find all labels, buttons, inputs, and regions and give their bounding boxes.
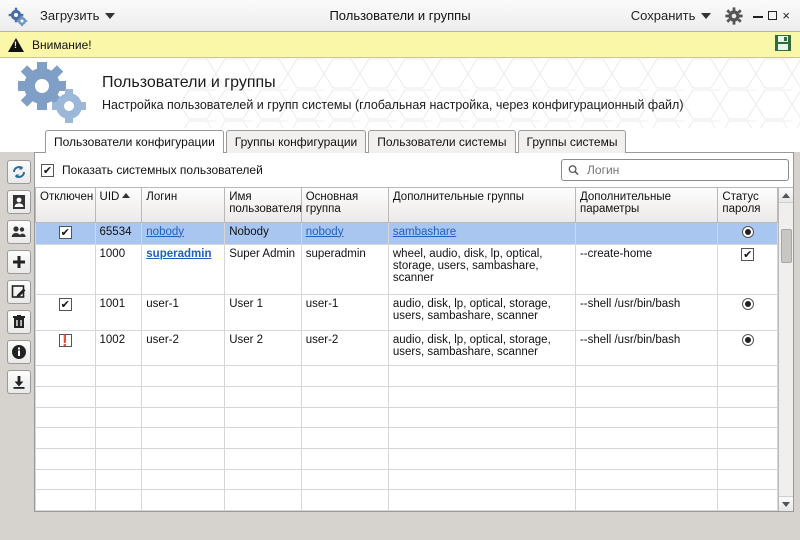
table-row[interactable] [36, 222, 778, 245]
users-table [35, 188, 778, 511]
column-header-extra-groups[interactable]: Дополнительные группы [388, 188, 575, 222]
table-row-empty[interactable] [36, 469, 778, 490]
vertical-scrollbar[interactable] [778, 188, 793, 511]
refresh-button[interactable] [7, 160, 31, 184]
cell-login[interactable]: superadmin [142, 245, 225, 294]
cell-username: User 1 [225, 294, 302, 330]
cell-disabled[interactable]: ✔ [36, 222, 96, 245]
cell-primary-group: user-1 [301, 294, 388, 330]
cell-disabled[interactable]: ✔ [36, 294, 96, 330]
table-row-empty[interactable] [36, 366, 778, 387]
warning-bar [0, 32, 800, 58]
cell-disabled[interactable]: ❗ [36, 330, 96, 366]
table-row-empty[interactable] [36, 448, 778, 469]
table-container [35, 187, 793, 511]
panel-toolbar [35, 153, 793, 187]
table-row-empty[interactable] [36, 386, 778, 407]
info-button[interactable] [7, 340, 31, 364]
scroll-down-button[interactable] [779, 496, 794, 511]
save-menu-button[interactable] [627, 5, 716, 26]
warning-triangle-icon [8, 38, 24, 52]
column-header-password-status[interactable]: Статус пароля [718, 188, 778, 222]
users-button[interactable] [7, 220, 31, 244]
edit-pencil-button[interactable] [7, 280, 31, 304]
load-menu-label: Загрузить [40, 8, 100, 23]
column-header-username[interactable]: Имя пользователя [225, 188, 302, 222]
floppy-save-icon[interactable] [774, 34, 792, 55]
cell-uid: 65534 [95, 222, 142, 245]
cell-username: User 2 [225, 330, 302, 366]
cell-primary-group: nobody [301, 222, 388, 245]
column-header-extra-params[interactable]: Дополнительные параметры [575, 188, 717, 222]
cell-password-status[interactable] [718, 222, 778, 245]
table-row[interactable] [36, 294, 778, 330]
search-icon [568, 164, 579, 176]
cell-extra-groups: audio, disk, lp, optical, storage, users, sambashare, scanner [388, 294, 575, 330]
table-row[interactable] [36, 245, 778, 294]
show-system-users-label: Показать системных пользователей [62, 163, 263, 177]
cell-uid: 1002 [95, 330, 142, 366]
content-area [0, 152, 800, 518]
cell-extra-groups: wheel, audio, disk, lp, optical, storage, users, sambashare, scanner [388, 245, 575, 294]
title-bar [0, 0, 800, 32]
sort-asc-icon [122, 193, 130, 198]
banner-gears-icon [12, 62, 92, 124]
table-row-empty[interactable] [36, 490, 778, 511]
cell-login[interactable]: user-2 [142, 330, 225, 366]
page-subtitle: Настройка пользователей и групп системы (глобальная настройка, через конфигурационный файл) [102, 98, 684, 112]
cell-disabled[interactable] [36, 245, 96, 294]
cell-extra-params: --shell /usr/bin/bash [575, 330, 717, 366]
load-menu-button[interactable] [36, 5, 119, 26]
search-box[interactable] [561, 159, 789, 181]
column-header-primary-group[interactable]: Основная группа [301, 188, 388, 222]
column-header-uid[interactable]: UID [95, 188, 142, 222]
chevron-down-icon [701, 13, 711, 19]
cell-password-status[interactable]: ✔ [718, 245, 778, 294]
cell-username: Super Admin [225, 245, 302, 294]
column-header-disabled[interactable]: Отключен [36, 188, 96, 222]
tab-bar [0, 128, 800, 152]
page-banner [0, 58, 800, 128]
search-input[interactable] [585, 162, 782, 178]
user-card-button[interactable] [7, 190, 31, 214]
status-bar [0, 518, 800, 540]
users-panel [34, 152, 794, 512]
cell-extra-params: --shell /usr/bin/bash [575, 294, 717, 330]
page-title: Пользователи и группы [102, 74, 276, 91]
cell-username: Nobody [225, 222, 302, 245]
download-button[interactable] [7, 370, 31, 394]
cell-login[interactable]: user-1 [142, 294, 225, 330]
scroll-thumb[interactable] [781, 229, 792, 263]
tab-config-groups[interactable]: Группы конфигурации [226, 130, 366, 153]
table-row-empty[interactable] [36, 428, 778, 449]
scroll-up-button[interactable] [779, 188, 794, 203]
cell-login[interactable]: nobody [142, 222, 225, 245]
table-row[interactable] [36, 330, 778, 366]
cell-primary-group: superadmin [301, 245, 388, 294]
tab-system-users[interactable]: Пользователи системы [368, 130, 515, 153]
tab-system-groups[interactable]: Группы системы [518, 130, 627, 153]
settings-gear-icon[interactable] [725, 7, 743, 25]
maximize-button[interactable] [768, 11, 777, 21]
warning-text: Внимание! [32, 37, 92, 52]
cell-primary-group: user-2 [301, 330, 388, 366]
plus-button[interactable] [7, 250, 31, 274]
left-toolbar [4, 152, 34, 512]
table-row-empty[interactable] [36, 407, 778, 428]
column-header-login[interactable]: Логин [142, 188, 225, 222]
cell-password-status[interactable] [718, 330, 778, 366]
cell-extra-groups: sambashare [388, 222, 575, 245]
app-gears-icon [8, 7, 26, 25]
cell-uid: 1001 [95, 294, 142, 330]
cell-password-status[interactable] [718, 294, 778, 330]
show-system-users-checkbox[interactable]: ✔ [42, 164, 53, 177]
table-header-row [36, 188, 778, 222]
window-title: Пользователи и группы [329, 8, 471, 23]
save-menu-label: Сохранить [630, 8, 696, 23]
chevron-down-icon [105, 13, 115, 19]
tab-config-users[interactable]: Пользователи конфигурации [45, 130, 224, 153]
close-button[interactable]: × [782, 7, 790, 23]
minimize-button[interactable] [753, 11, 763, 21]
cell-uid: 1000 [95, 245, 142, 294]
trash-button[interactable] [7, 310, 31, 334]
cell-extra-groups: audio, disk, lp, optical, storage, users, sambashare, scanner [388, 330, 575, 366]
cell-extra-params: --create-home [575, 245, 717, 294]
cell-extra-params [575, 222, 717, 245]
